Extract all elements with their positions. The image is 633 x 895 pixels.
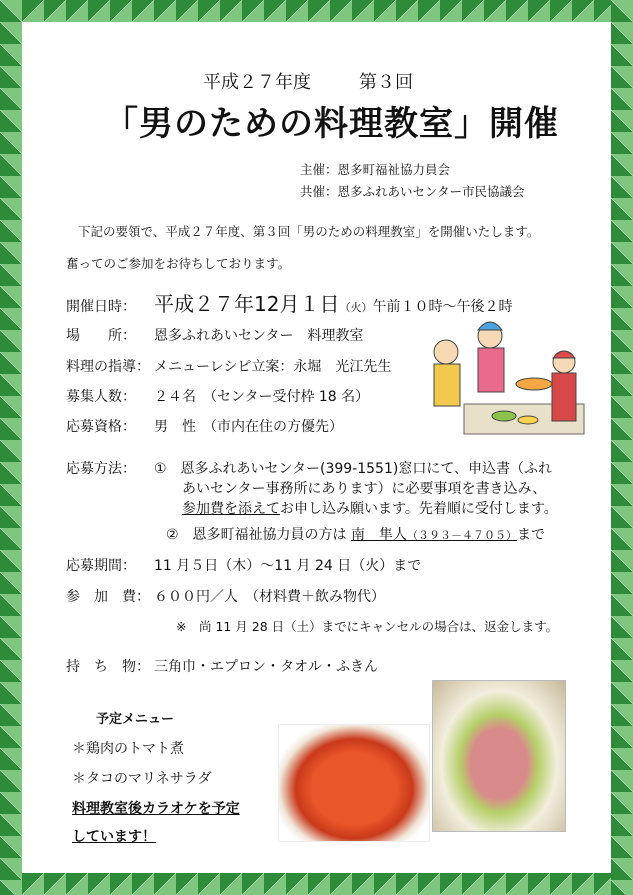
event-round: 第３回 — [359, 72, 413, 93]
method-item2-pre: ② 恩多町福祉協力員の方は — [166, 527, 347, 543]
event-year: 平成２７年度 — [203, 72, 311, 93]
place-value: 恩多ふれあいセンター 料理教室 — [154, 328, 364, 344]
items-label: 持 ち 物： — [66, 659, 150, 675]
period-label: 応募期間： — [66, 558, 136, 574]
period-row — [66, 555, 421, 575]
fee-row — [66, 586, 385, 606]
method-item2-post: まで — [517, 527, 546, 543]
border-right — [611, 0, 633, 895]
eligibility-label: 応募資格： — [66, 419, 136, 435]
chicken-tomato-photo — [278, 724, 430, 842]
cooking-illustration — [424, 312, 594, 442]
method-item1-line2: あいセンター事務所にあります）に必要事項を書き込み、 — [182, 481, 547, 497]
method-item1-line1: ① 恩多ふれあいセンター(399-1551)窓口にて、申込書（ふれ — [154, 461, 553, 477]
date-main: 平成２７年12月１日 — [154, 292, 340, 316]
intro-line-2: 奮ってのご参加をお待ちしております。 — [66, 256, 291, 271]
items-value: 三角巾・エプロン・タオル・ふきん — [154, 659, 378, 675]
menu-title: 予定メニュー — [96, 712, 175, 727]
date-label: 開催日時： — [66, 299, 136, 315]
contact-tel: （３９３－４７０５） — [407, 529, 518, 542]
cancel-note: ※ 尚 11 月 28 日（土）までにキャンセルの場合は、返金します。 — [176, 619, 559, 634]
eligibility-value: 男 性 （市内在住の方優先） — [154, 419, 343, 435]
instructor-value: メニューレシピ立案：永堀 光江先生 — [154, 359, 392, 375]
method-item1-line3 — [182, 498, 558, 518]
organizer: 主催：恩多町福祉協力員会 — [300, 162, 451, 177]
instructor-row — [66, 356, 391, 376]
intro-line-1: 下記の要領で、平成２７年度、第３回「男のための料理教室」を開催いたします。 — [78, 224, 540, 239]
method-row — [66, 458, 552, 478]
method-fee-note: 参加費を添えて — [182, 501, 280, 517]
octopus-marinade-photo — [432, 680, 566, 832]
page-title: 「男のための料理教室」開催 — [104, 104, 559, 144]
method-item2 — [166, 524, 545, 544]
contact-name: 南 隼人 — [351, 527, 408, 543]
menu-item-chicken: ＊鶏肉のトマト煮 — [72, 741, 184, 757]
eligibility-row — [66, 416, 343, 436]
border-top — [0, 0, 633, 22]
event-subtitle — [203, 68, 413, 94]
capacity-row — [66, 386, 369, 406]
cosponsor: 共催：恩多ふれあいセンター市民協議会 — [300, 184, 525, 199]
date-weekday: （火） — [339, 301, 373, 314]
period-value: 11 月５日（木）〜11 月 24 日（火）まで — [154, 558, 422, 574]
capacity-label: 募集人数： — [66, 389, 136, 405]
method-item1-line3-rest: お申し込み願います。先着順に受付します。 — [280, 501, 558, 517]
fee-value: ６００円／人 （材料費＋飲み物代） — [154, 589, 385, 605]
place-row — [66, 325, 363, 345]
instructor-label: 料理の指導： — [66, 359, 150, 375]
date-time: 午前１０時〜午後２時 — [372, 299, 513, 315]
items-row — [66, 656, 378, 676]
border-left — [0, 0, 22, 895]
border-bottom — [0, 873, 633, 895]
karaoke-note-line1: 料理教室後カラオケを予定 — [72, 801, 240, 817]
method-label: 応募方法： — [66, 461, 136, 477]
fee-label: 参 加 費： — [66, 589, 150, 605]
place-label: 場 所： — [66, 328, 136, 344]
capacity-value: ２４名 （センター受付枠 18 名） — [154, 389, 370, 405]
karaoke-note-line2: しています！ — [72, 829, 156, 845]
menu-item-octopus: ＊タコのマリネサラダ — [72, 771, 212, 787]
